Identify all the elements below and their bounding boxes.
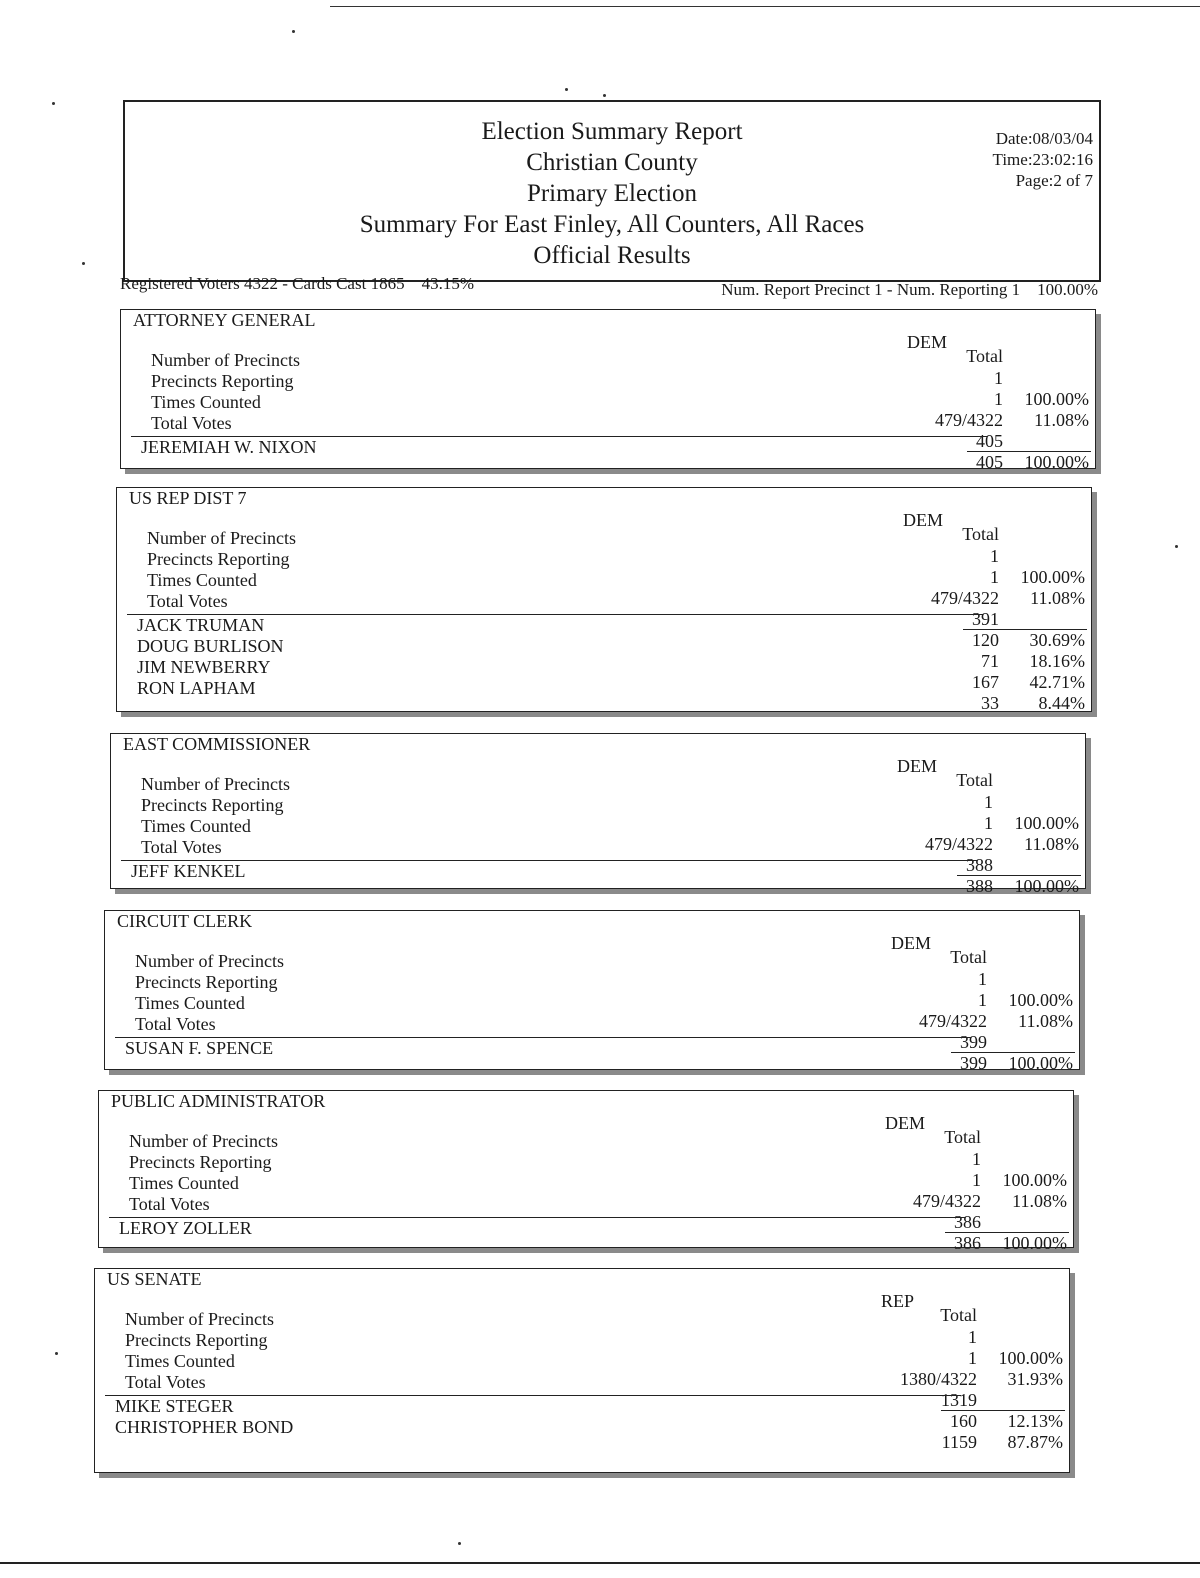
total-label: Total xyxy=(962,524,999,544)
stat-percent: 11.08% xyxy=(1024,834,1079,854)
turnout-percent: 43.15% xyxy=(421,274,474,293)
total-label: Total xyxy=(944,1127,981,1147)
value-divider xyxy=(957,875,1081,876)
candidate-percent: 100.00% xyxy=(1014,876,1079,896)
race-title: CIRCUIT CLERK xyxy=(117,911,253,931)
stat-label: Total Votes xyxy=(147,591,228,611)
candidate-percent: 18.16% xyxy=(1029,651,1085,671)
stat-value: 1380/4322 xyxy=(899,1369,977,1389)
stat-value-row xyxy=(121,410,1095,431)
stat-value: 1 xyxy=(984,813,993,833)
stat-label: Total Votes xyxy=(135,1014,216,1034)
stat-value-row xyxy=(95,1348,1069,1369)
stat-value-row xyxy=(99,1149,1073,1170)
stat-value: 479/4322 xyxy=(930,588,999,608)
stat-value: 479/4322 xyxy=(934,410,1003,430)
candidate-value-row xyxy=(99,1233,1073,1254)
stat-label: Number of Precincts xyxy=(151,350,300,370)
stat-value: 1 xyxy=(968,1348,977,1368)
party-label: DEM xyxy=(903,510,943,530)
party-label: REP xyxy=(881,1291,915,1311)
candidate-percent: 100.00% xyxy=(1002,1233,1067,1253)
candidate-name: SUSAN F. SPENCE xyxy=(125,1038,274,1058)
candidate-value-row xyxy=(95,1432,1069,1453)
race-section xyxy=(120,309,1096,472)
stat-label: Times Counted xyxy=(125,1351,235,1371)
stat-value: 479/4322 xyxy=(924,834,993,854)
candidate-percent: 42.71% xyxy=(1029,672,1085,692)
reporting-percent: 100.00% xyxy=(1037,280,1098,299)
stat-percent: 100.00% xyxy=(1002,1170,1067,1190)
scan-speck xyxy=(52,102,55,105)
race-section xyxy=(116,487,1092,712)
candidate-votes: 71 xyxy=(981,651,999,671)
stat-label: Number of Precincts xyxy=(129,1131,278,1151)
total-label: Total xyxy=(940,1305,977,1325)
results-status: Official Results xyxy=(533,242,691,269)
stat-label: Precincts Reporting xyxy=(141,795,284,815)
stat-value-row xyxy=(99,1170,1073,1191)
stat-label: Precincts Reporting xyxy=(151,371,294,391)
party-label: DEM xyxy=(897,756,937,776)
stat-percent: 100.00% xyxy=(998,1348,1063,1368)
candidate-votes: 399 xyxy=(960,1053,987,1073)
report-date: Date:08/03/04 xyxy=(995,129,1093,148)
stat-value: 388 xyxy=(966,855,993,875)
candidate-percent: 12.13% xyxy=(1007,1411,1063,1431)
stat-value: 399 xyxy=(960,1032,987,1052)
candidate-name: MIKE STEGER xyxy=(115,1396,234,1416)
stat-value: 1 xyxy=(978,990,987,1010)
candidate-value-row xyxy=(117,693,1091,714)
stat-value: 1 xyxy=(972,1170,981,1190)
stat-value: 1 xyxy=(994,368,1003,388)
scan-speck xyxy=(1175,545,1178,548)
candidate-name: CHRISTOPHER BOND xyxy=(115,1417,294,1437)
stat-label: Total Votes xyxy=(151,413,232,433)
candidate-value-row xyxy=(121,452,1095,473)
top-rule xyxy=(330,6,1200,7)
stat-value-row xyxy=(105,969,1079,990)
value-divider xyxy=(941,1410,1065,1411)
stat-percent: 100.00% xyxy=(1014,813,1079,833)
stat-percent: 11.08% xyxy=(1034,410,1089,430)
scan-speck xyxy=(55,1352,58,1355)
stat-value: 1 xyxy=(968,1327,977,1347)
scan-speck xyxy=(292,30,295,33)
stat-label: Precincts Reporting xyxy=(125,1330,268,1350)
value-divider xyxy=(951,1052,1075,1053)
total-label: Total xyxy=(950,947,987,967)
scan-speck xyxy=(458,1542,461,1545)
stat-percent: 11.08% xyxy=(1012,1191,1067,1211)
stat-label: Precincts Reporting xyxy=(129,1152,272,1172)
stat-label: Number of Precincts xyxy=(125,1309,274,1329)
candidate-name: LEROY ZOLLER xyxy=(119,1218,252,1238)
report-time: Time:23:02:16 xyxy=(992,150,1093,169)
stat-value: 1 xyxy=(984,792,993,812)
stat-label: Times Counted xyxy=(135,993,245,1013)
stat-value: 1 xyxy=(994,389,1003,409)
stat-value: 479/4322 xyxy=(918,1011,987,1031)
race-title: PUBLIC ADMINISTRATOR xyxy=(111,1091,326,1111)
report-header xyxy=(123,100,1101,282)
stat-value: 405 xyxy=(976,431,1003,451)
stat-value-row xyxy=(111,813,1085,834)
candidate-value-row xyxy=(105,1053,1079,1074)
candidate-name: JEFF KENKEL xyxy=(131,861,246,881)
race-section xyxy=(110,733,1086,896)
value-divider xyxy=(963,629,1087,630)
stat-value-row xyxy=(95,1327,1069,1348)
candidate-value-row xyxy=(95,1411,1069,1432)
candidate-votes: 167 xyxy=(972,672,999,692)
stat-percent: 100.00% xyxy=(1008,990,1073,1010)
stat-label: Number of Precincts xyxy=(135,951,284,971)
party-label: DEM xyxy=(891,933,931,953)
total-label: Total xyxy=(966,346,1003,366)
stat-label: Precincts Reporting xyxy=(147,549,290,569)
election-name: Primary Election xyxy=(526,180,698,207)
stat-value: 1 xyxy=(978,969,987,989)
stat-value-row xyxy=(105,1011,1079,1032)
race-section xyxy=(104,910,1080,1073)
stat-label: Total Votes xyxy=(141,837,222,857)
scan-speck xyxy=(82,262,85,265)
stat-percent: 31.93% xyxy=(1007,1369,1063,1389)
candidate-percent: 100.00% xyxy=(1008,1053,1073,1073)
stat-percent: 11.08% xyxy=(1030,588,1085,608)
stat-percent: 11.08% xyxy=(1018,1011,1073,1031)
party-label: DEM xyxy=(907,332,947,352)
stat-value: 1 xyxy=(972,1149,981,1169)
candidate-value-row xyxy=(117,630,1091,651)
total-label: Total xyxy=(956,770,993,790)
reporting-status: Num. Report Precinct 1 - Num. Reporting 1 xyxy=(721,280,1021,299)
stat-label: Times Counted xyxy=(129,1173,239,1193)
stat-value: 391 xyxy=(972,609,999,629)
stat-value-row xyxy=(121,389,1095,410)
scan-speck xyxy=(565,88,568,91)
candidate-votes: 388 xyxy=(966,876,993,896)
candidate-votes: 33 xyxy=(981,693,999,713)
stat-value-row xyxy=(99,1191,1073,1212)
value-divider xyxy=(967,451,1091,452)
stat-value-row xyxy=(95,1369,1069,1390)
scan-speck xyxy=(603,94,606,97)
stat-label: Number of Precincts xyxy=(141,774,290,794)
candidate-name: JACK TRUMAN xyxy=(137,615,265,635)
stat-value: 1 xyxy=(990,567,999,587)
candidate-percent: 30.69% xyxy=(1029,630,1085,650)
stat-value: 1 xyxy=(990,546,999,566)
stat-label: Total Votes xyxy=(129,1194,210,1214)
candidate-votes: 386 xyxy=(954,1233,981,1253)
candidate-percent: 100.00% xyxy=(1024,452,1089,472)
bottom-rule xyxy=(0,1562,1200,1564)
stat-label: Times Counted xyxy=(141,816,251,836)
stat-value-row xyxy=(117,567,1091,588)
candidate-value-row xyxy=(117,651,1091,672)
county-name: Christian County xyxy=(526,149,698,176)
stat-value: 386 xyxy=(954,1212,981,1232)
stat-label: Times Counted xyxy=(151,392,261,412)
stat-percent: 100.00% xyxy=(1024,389,1089,409)
value-divider xyxy=(945,1232,1069,1233)
candidate-name: JEREMIAH W. NIXON xyxy=(141,437,317,457)
party-label: DEM xyxy=(885,1113,925,1133)
race-title: US REP DIST 7 xyxy=(129,488,247,508)
stat-value-row xyxy=(105,990,1079,1011)
candidate-votes: 1159 xyxy=(941,1432,977,1452)
candidate-percent: 8.44% xyxy=(1038,693,1085,713)
stat-value-row xyxy=(117,546,1091,567)
stat-value-row xyxy=(117,588,1091,609)
candidate-value-row xyxy=(117,672,1091,693)
stat-percent: 100.00% xyxy=(1020,567,1085,587)
stat-value-row xyxy=(121,368,1095,389)
race-title: EAST COMMISSIONER xyxy=(123,734,311,754)
stat-value: 479/4322 xyxy=(912,1191,981,1211)
candidate-votes: 160 xyxy=(950,1411,977,1431)
candidate-name: DOUG BURLISON xyxy=(137,636,284,656)
candidate-votes: 405 xyxy=(976,452,1003,472)
candidate-votes: 120 xyxy=(972,630,999,650)
stat-label: Precincts Reporting xyxy=(135,972,278,992)
stat-label: Times Counted xyxy=(147,570,257,590)
stat-value: 1319 xyxy=(941,1390,977,1410)
report-title: Election Summary Report xyxy=(481,118,743,145)
registered-voters: Registered Voters 4322 - Cards Cast 1865 xyxy=(120,274,405,293)
stat-label: Number of Precincts xyxy=(147,528,296,548)
candidate-percent: 87.87% xyxy=(1007,1432,1063,1452)
summary-line: Summary For East Finley, All Counters, All Races xyxy=(359,211,865,238)
race-section xyxy=(98,1090,1074,1253)
candidate-name: JIM NEWBERRY xyxy=(137,657,271,677)
race-title: ATTORNEY GENERAL xyxy=(133,310,316,330)
race-title: US SENATE xyxy=(107,1269,202,1289)
race-section xyxy=(94,1268,1070,1473)
stat-label: Total Votes xyxy=(125,1372,206,1392)
stat-value-row xyxy=(111,834,1085,855)
candidate-value-row xyxy=(111,876,1085,897)
page-number: Page:2 of 7 xyxy=(1015,171,1093,190)
candidate-name: RON LAPHAM xyxy=(137,678,256,698)
stat-value-row xyxy=(111,792,1085,813)
